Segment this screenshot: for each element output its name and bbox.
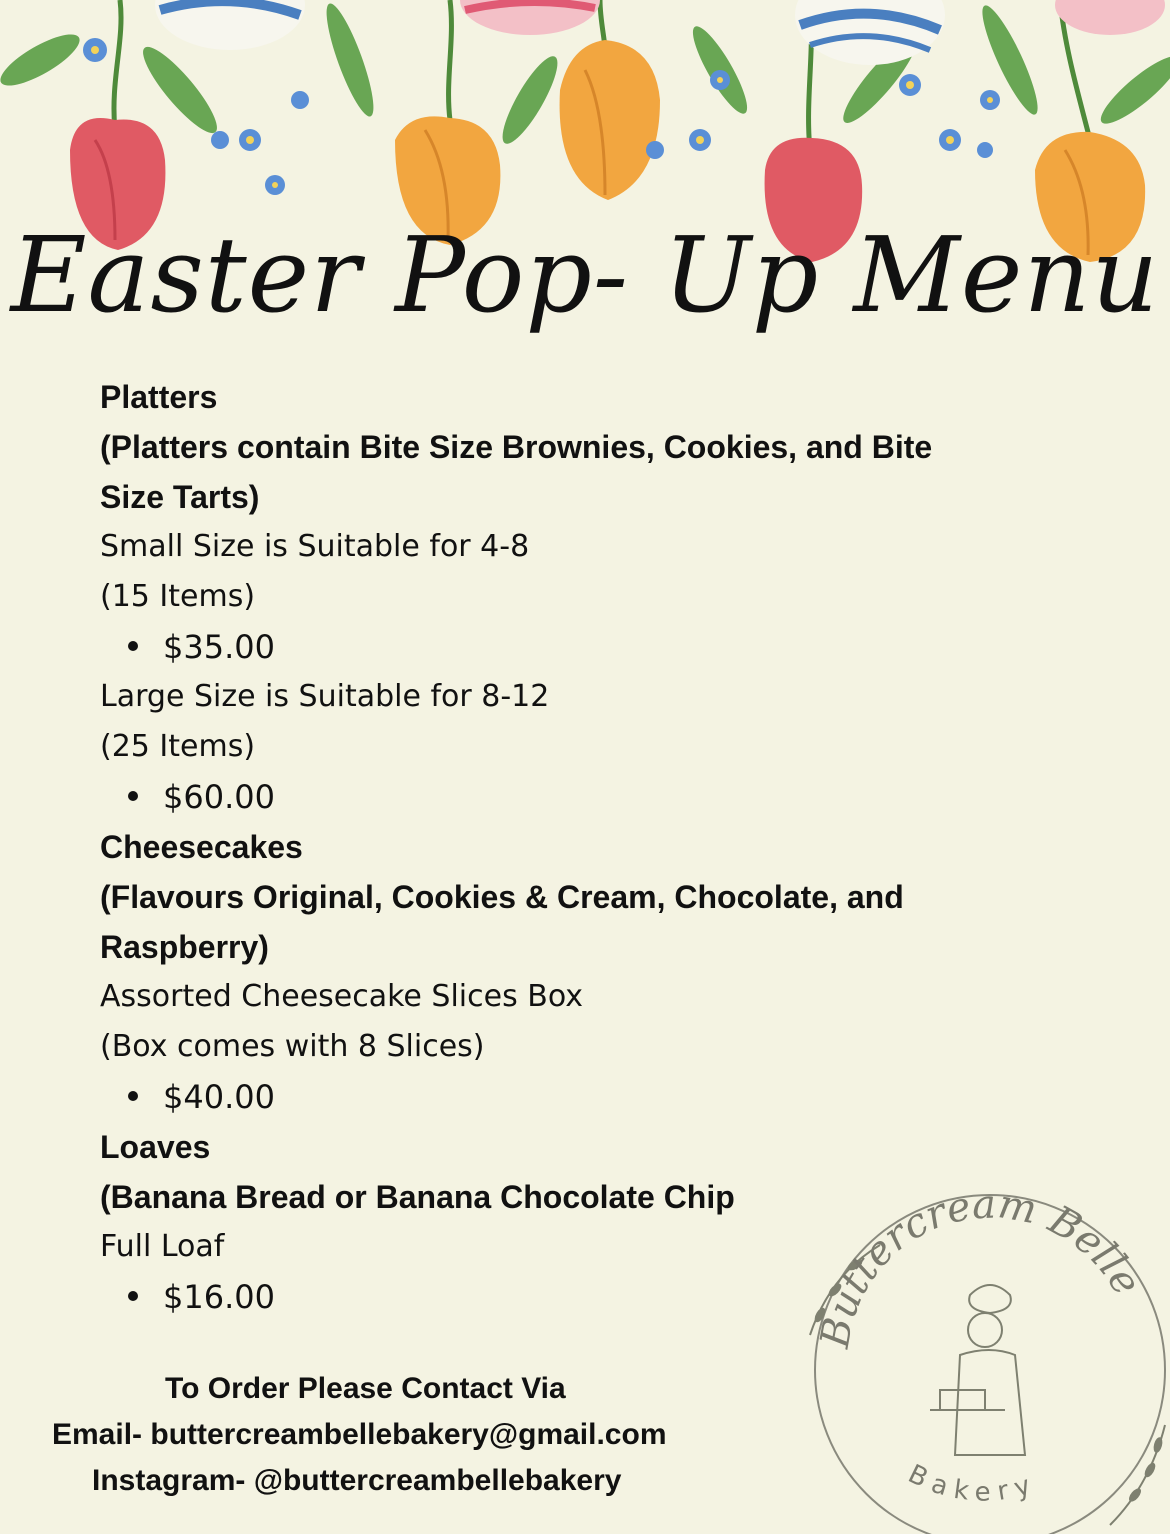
cheesecakes-description: (Flavours Original, Cookies & Cream, Chocolate, and xyxy=(100,879,904,915)
platter-small-price: $35.00 xyxy=(163,628,275,666)
cheesecakes-description-cont: Raspberry) xyxy=(100,929,269,965)
loaf-label: Full Loaf xyxy=(100,1229,225,1264)
contact-block xyxy=(0,1366,760,1504)
cheesecake-box-note: (Box comes with 8 Slices) xyxy=(100,1029,485,1064)
bullet-icon xyxy=(128,641,138,651)
section-heading-platters: Platters xyxy=(100,379,218,415)
cheesecake-price-item xyxy=(100,1072,1060,1122)
section-heading-loaves: Loaves xyxy=(100,1129,211,1165)
platter-large-price: $60.00 xyxy=(163,778,275,816)
platter-large-label: Large Size is Suitable for 8-12 xyxy=(100,679,550,714)
platter-small-items: (15 Items) xyxy=(100,579,256,614)
platter-small-label: Small Size is Suitable for 4-8 xyxy=(100,529,530,564)
section-heading-cheesecakes: Cheesecakes xyxy=(100,829,303,865)
bullet-icon xyxy=(128,1091,138,1101)
logo-sub-text: Bakery xyxy=(903,1459,1042,1508)
platter-large-price-item xyxy=(100,772,1060,822)
bullet-icon xyxy=(128,1291,138,1301)
bullet-icon xyxy=(128,791,138,801)
contact-instagram[interactable]: Instagram- @buttercreambellebakery xyxy=(92,1464,622,1497)
cheesecake-box-label: Assorted Cheesecake Slices Box xyxy=(100,979,584,1014)
platter-small-price-item xyxy=(100,622,1060,672)
platters-description: (Platters contain Bite Size Brownies, Cookies, and Bite xyxy=(100,429,933,465)
loaf-price: $16.00 xyxy=(163,1278,275,1316)
contact-email[interactable]: Email- buttercreambellebakery@gmail.com xyxy=(52,1418,667,1451)
logo-name-text: Buttercream Belle xyxy=(811,1185,1150,1352)
contact-heading: To Order Please Contact Via xyxy=(165,1372,566,1405)
menu-content xyxy=(100,372,1060,1322)
loaves-description: (Banana Bread or Banana Chocolate Chip xyxy=(100,1179,735,1215)
menu-title: Easter Pop- Up Menu xyxy=(10,214,1160,336)
bakery-logo xyxy=(790,1185,1170,1534)
platter-large-items: (25 Items) xyxy=(100,729,256,764)
platters-description-cont: Size Tarts) xyxy=(100,479,260,515)
cheesecake-price: $40.00 xyxy=(163,1078,275,1116)
